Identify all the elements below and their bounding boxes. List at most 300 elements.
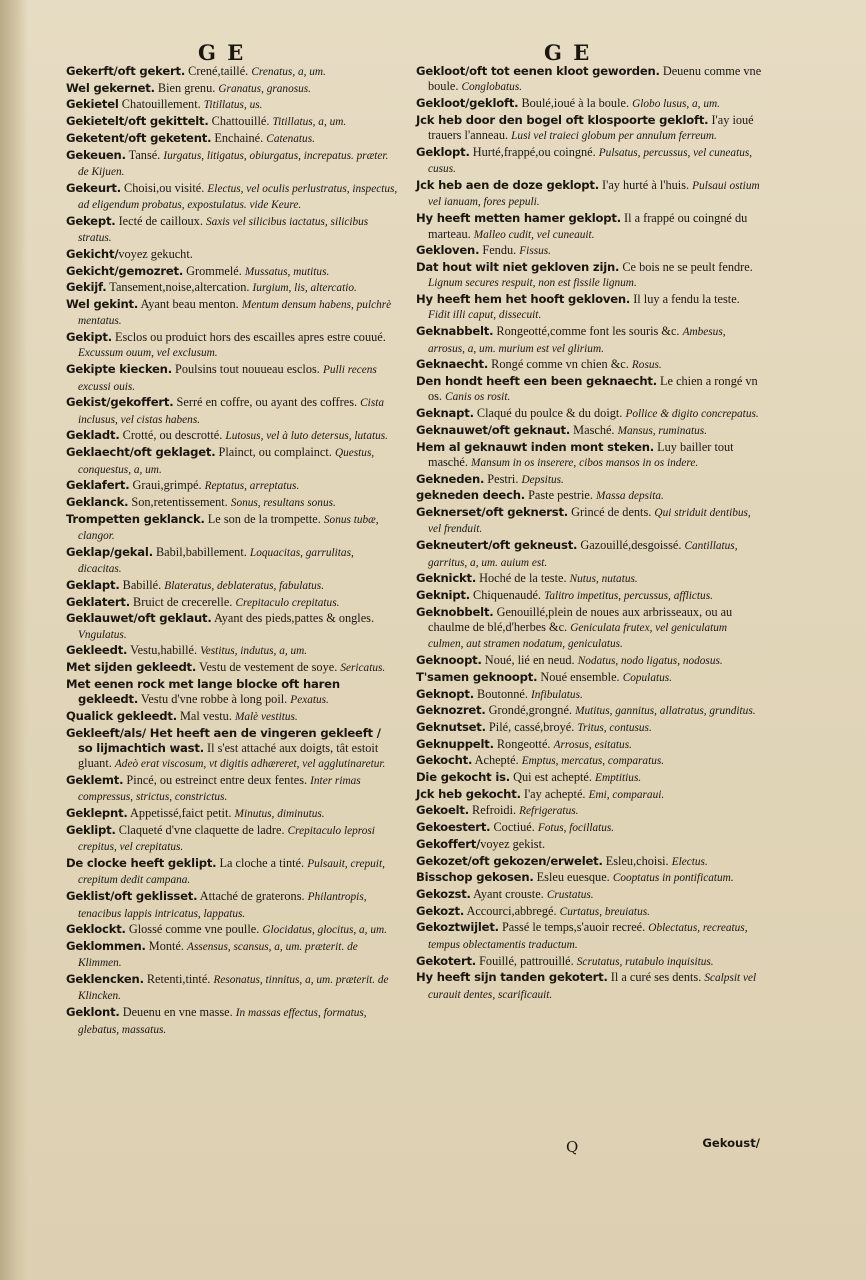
dictionary-entry [416, 920, 764, 953]
entry-french-gloss: Bien grenu. [154, 80, 219, 95]
entry-french-gloss: Paste pestrie. [525, 488, 597, 503]
dictionary-entry [416, 770, 764, 786]
entry-headword: Geklap/gekal. [66, 544, 153, 559]
dictionary-entry [416, 954, 764, 970]
entry-latin-gloss: Pexatus. [290, 694, 329, 707]
entry-headword: Gekept. [66, 213, 116, 228]
entry-headword: Gekist/gekoffert. [66, 395, 174, 410]
dictionary-entry [416, 887, 764, 903]
entry-headword: Geknuppelt. [416, 736, 494, 751]
entry-latin-gloss: Saxis vel silicibus iactatus, silicibus stratus. [78, 215, 369, 245]
dictionary-entry [66, 856, 398, 889]
running-head-right: G E [544, 40, 592, 65]
right-column [416, 64, 764, 1003]
entry-headword: Geklauwet/oft geklaut. [66, 611, 212, 626]
entry-latin-gloss: Glocidatus, glocitus, a, um. [262, 924, 387, 937]
entry-latin-gloss: Mutitus, gannitus, allatratus, grunditus. [575, 705, 756, 718]
entry-latin-gloss: Copulatus. [622, 671, 672, 684]
entry-latin-gloss: Minutus, diminutus. [234, 808, 325, 821]
entry-french-gloss: Poulsins tout nouueau esclos. [171, 362, 323, 377]
dictionary-entry [66, 330, 398, 362]
dictionary-entry [66, 611, 398, 643]
entry-french-gloss: Fouillé, pattrouillé. [476, 953, 577, 968]
entry-french-gloss: Mal vestu. [176, 708, 235, 723]
entry-french-gloss: Hoché de la teste. [476, 571, 570, 586]
entry-french-gloss: Coctiué. [490, 820, 538, 835]
dictionary-entry [416, 505, 764, 538]
entry-headword: Geknickt. [416, 571, 477, 586]
entry-latin-gloss: Curtatus, breuiatus. [559, 905, 650, 918]
entry-french-gloss: Serré en coffre, ou ayant des coffres. [173, 395, 361, 410]
entry-headword: gekneden deech. [416, 488, 525, 503]
entry-headword: Geklafert. [66, 478, 130, 493]
entry-french-gloss: Ce bois ne se peult fendre. [619, 259, 753, 274]
entry-french-gloss: Boutonné. [473, 686, 532, 701]
entry-french-gloss: Monté. [145, 938, 188, 953]
entry-headword: Geklaecht/oft geklaget. [66, 445, 216, 460]
entry-french-gloss: Choisi,ou visité. [120, 180, 208, 195]
entry-headword: Geklipt. [66, 822, 116, 837]
dictionary-entry [416, 406, 764, 422]
dictionary-entry [66, 280, 398, 296]
entry-latin-gloss: Blateratus, deblateratus, fabulatus. [164, 579, 325, 592]
entry-headword: Geknabbelt. [416, 324, 494, 339]
entry-headword: Geklockt. [66, 922, 126, 937]
dictionary-entry [416, 720, 764, 736]
entry-latin-gloss: Reptatus, arreptatus. [204, 480, 300, 493]
entry-french-gloss: Noué ensemble. [537, 669, 623, 684]
dictionary-entry [416, 324, 764, 357]
entry-french-gloss: Rongeotté. [493, 736, 554, 751]
entry-french-gloss: Fendu. [479, 243, 520, 258]
entry-french-gloss: Enchainé. [211, 130, 267, 145]
entry-latin-gloss: Mentum densum habens, pulchrè mentatus. [78, 298, 392, 328]
entry-headword: Geklanck. [66, 494, 129, 509]
entry-french-gloss: Grincé de dents. [568, 505, 655, 520]
entry-french-gloss: Crené,taillé. [185, 64, 252, 78]
entry-headword: Qualick gekleedt. [66, 708, 177, 723]
entry-french-gloss: Chattouillé. [208, 114, 273, 129]
dictionary-entry [66, 131, 398, 147]
entry-latin-gloss: Geniculata frutex, vel geniculatum culmen, aut stramen nodatum, geniculatus. [428, 622, 728, 651]
entry-french-gloss: Accourci,abbregé. [464, 903, 560, 918]
entry-latin-gloss: Emptitius. [595, 772, 642, 785]
entry-french-gloss: Babillé. [119, 577, 165, 592]
dictionary-entry [416, 904, 764, 920]
entry-headword: Gekoffert/ [416, 836, 481, 851]
entry-headword: Gekicht/ [66, 246, 119, 261]
dictionary-entry [66, 97, 398, 113]
entry-headword: Geklont. [66, 1005, 120, 1020]
entry-latin-gloss: Crepitaculo leprosi crepitus, vel crepitatus. [78, 824, 375, 854]
dictionary-entry [416, 538, 764, 571]
entry-headword: Gekicht/gemozret. [66, 263, 184, 278]
entry-latin-gloss: Cantillatus, garritus, a, um. auium est. [428, 540, 738, 569]
entry-french-gloss: Tansé. [125, 147, 164, 162]
entry-french-gloss: Pilé, cassé,broyé. [485, 719, 578, 734]
entry-latin-gloss: Questus, conquestus, a, um. [78, 447, 375, 476]
dictionary-entry [66, 578, 398, 594]
entry-latin-gloss: Ambesus, arrosus, a, um. murium est vel glirium. [428, 326, 726, 355]
entry-french-gloss: Grommelé. [183, 263, 245, 278]
dictionary-entry [66, 247, 398, 263]
entry-latin-gloss: Nodatus, nodo ligatus, nodosus. [577, 655, 723, 668]
entry-latin-gloss: Crustatus. [546, 889, 594, 901]
entry-latin-gloss: Pulli recens excussi ouis. [78, 364, 377, 393]
entry-headword: Hy heeft metten hamer geklopt. [416, 211, 621, 226]
dictionary-entry [416, 145, 764, 178]
entry-headword: Gekloot/oft tot eenen kloot geworden. [416, 64, 660, 78]
entry-latin-gloss: Electus, vel oculis perlustratus, inspectus, ad eligendum probatus, expostulatus. vide Keure. [78, 182, 398, 212]
entry-french-gloss: Ayant crouste. [470, 887, 547, 901]
entry-french-gloss: Achepté. [472, 753, 522, 768]
dictionary-entry [66, 823, 398, 856]
entry-headword: Geknopt. [416, 686, 474, 701]
entry-headword: Geknapt. [416, 406, 474, 421]
entry-french-gloss: Le son de la trompette. [204, 511, 324, 526]
dictionary-entry [66, 939, 398, 972]
entry-french-gloss: Claqueté d'vne claquette de ladre. [115, 822, 288, 837]
entry-french-gloss: Il a frappé ou coingné du marteau. [428, 211, 748, 241]
entry-french-gloss: Vestu de vestement de soye. [196, 660, 341, 675]
entry-headword: Gekeurt. [66, 180, 121, 195]
running-head-left: G E [198, 40, 246, 65]
entry-latin-gloss: Granatus, granosus. [218, 82, 311, 95]
entry-latin-gloss: Resonatus, tinnitus, a, um. præterit. de Klincken. [78, 974, 389, 1003]
dictionary-entry [416, 653, 764, 669]
entry-french-gloss: voyez gekist. [480, 836, 546, 851]
entry-latin-gloss: Loquacitas, garrulitas, dicacitas. [78, 546, 354, 576]
entry-french-gloss: voyez gekucht. [118, 246, 193, 261]
entry-latin-gloss: Assensus, scansus, a, um. præterit. de Klimmen. [78, 940, 358, 970]
dictionary-entry [416, 211, 764, 243]
entry-latin-gloss: Tritus, contusus. [577, 721, 652, 734]
left-column [66, 64, 398, 1038]
entry-headword: Gekoztwijlet. [416, 920, 499, 935]
entry-latin-gloss: Canis os rosit. [445, 391, 511, 404]
entry-latin-gloss: Titillatus, a, um. [272, 116, 347, 129]
entry-headword: Bisschop gekosen. [416, 870, 534, 885]
entry-french-gloss: Le chien a rongé vn os. [428, 373, 758, 404]
entry-headword: Geknaecht. [416, 357, 489, 372]
entry-french-gloss: Ayant beau menton. [138, 296, 242, 311]
entry-latin-gloss: Adeò erat viscosum, vt digitis adhæreret, vel agglutinaretur. [114, 758, 386, 771]
entry-headword: Gekleedt. [66, 643, 128, 658]
dictionary-entry [416, 292, 764, 324]
entry-headword: Hy heeft sijn tanden gekotert. [416, 970, 608, 985]
entry-latin-gloss: Sonus tubæ, clangor. [78, 513, 379, 543]
entry-latin-gloss: Talitro impetitus, percussus, afflictus. [544, 589, 713, 602]
dictionary-entry [66, 972, 398, 1005]
entry-latin-gloss: Fissus. [519, 245, 551, 258]
entry-latin-gloss: Pulsauit, crepuit, crepitum dedit campana. [78, 858, 385, 887]
dictionary-entry [66, 545, 398, 578]
entry-french-gloss: Luy bailler tout masché. [428, 439, 734, 469]
dictionary-entry [66, 643, 398, 659]
dictionary-entry [416, 670, 764, 686]
dictionary-entry [66, 148, 398, 181]
entry-latin-gloss: Qui striduit dentibus, vel frenduit. [428, 507, 751, 536]
entry-french-gloss: Esleu,choisi. [602, 853, 672, 868]
catchword: Gekoust/ [702, 1136, 760, 1150]
dictionary-entry [66, 181, 398, 214]
entry-latin-gloss: Refrigeratus. [519, 805, 579, 818]
entry-french-gloss: I'ay hurté à l'huis. [598, 178, 693, 193]
entry-latin-gloss: Iurgium, lis, altercatio. [252, 282, 357, 295]
entry-headword: Geknerset/oft geknerst. [416, 505, 569, 520]
dictionary-entry [66, 806, 398, 822]
entry-headword: Wel gekernet. [66, 80, 155, 95]
entry-headword: Hy heeft hem het hooft gekloven. [416, 292, 631, 307]
entry-french-gloss: Chiquenaudé. [469, 587, 545, 602]
dictionary-entry [416, 820, 764, 836]
entry-french-gloss: Qui est achepté. [510, 770, 596, 785]
entry-headword: Gekladt. [66, 428, 120, 443]
entry-french-gloss: Esclos ou produict hors des escailles apres estre couué. [111, 330, 386, 345]
signature-mark: Q [566, 1138, 579, 1156]
entry-french-gloss: Refroidi. [468, 803, 520, 818]
entry-headword: Gekloot/gekloft. [416, 96, 519, 111]
entry-french-gloss: Claqué du poulce & du doigt. [473, 406, 626, 421]
entry-headword: Gekietelt/oft gekittelt. [66, 114, 209, 129]
entry-headword: Hem al geknauwt inden mont steken. [416, 439, 654, 454]
entry-latin-gloss: Iurgatus, litigatus, obiurgatus, increpatus. præter. de Kijuen. [78, 149, 389, 178]
entry-french-gloss: Attaché de graterons. [197, 889, 308, 904]
entry-latin-gloss: Conglobatus. [461, 81, 523, 94]
entry-french-gloss: I'ay achepté. [520, 786, 589, 801]
entry-latin-gloss: Emi, comparaui. [588, 788, 665, 801]
entry-headword: Geknipt. [416, 587, 470, 602]
entry-headword: Dat hout wilt niet gekloven zijn. [416, 259, 620, 274]
dictionary-entry [416, 703, 764, 719]
entry-headword: Gekozet/oft gekozen/erwelet. [416, 853, 603, 868]
entry-headword: Geklemt. [66, 773, 124, 788]
entry-latin-gloss: In massas effectus, formatus, glebatus, massatus. [78, 1007, 367, 1036]
entry-french-gloss: Son,retentissement. [128, 494, 231, 509]
dictionary-entry [66, 595, 398, 611]
entry-latin-gloss: Oblectatus, recreatus, tempus oblectamentis traductum. [428, 922, 748, 951]
dictionary-entry [66, 264, 398, 280]
dictionary-entry [66, 114, 398, 130]
dictionary-entry [66, 362, 398, 395]
entry-latin-gloss: Malleo cudit, vel cuneauit. [473, 228, 595, 241]
entry-french-gloss: Il luy a fendu la teste. [630, 292, 740, 307]
entry-headword: Geknobbelt. [416, 604, 494, 619]
entry-headword: Geklencken. [66, 972, 144, 987]
dictionary-entry [66, 81, 398, 97]
dictionary-entry [66, 773, 398, 806]
entry-latin-gloss: Mansum in os inserere, cibos mansos in os indere. [471, 456, 699, 469]
dictionary-entry [416, 488, 764, 504]
entry-latin-gloss: Cista inclusus, vel cistas habens. [78, 397, 384, 426]
entry-french-gloss: Appetissé,faict petit. [127, 806, 235, 821]
dictionary-entry [66, 922, 398, 938]
dictionary-entry [66, 1005, 398, 1038]
entry-latin-gloss: Sonus, resultans sonus. [230, 496, 336, 509]
entry-latin-gloss: Lusi vel traieci globum per annulum ferreum. [511, 130, 717, 143]
entry-french-gloss: Deuenu comme vne boule. [428, 64, 762, 94]
entry-french-gloss: Rongé comme vn chien &c. [488, 357, 632, 372]
entry-headword: Die gekocht is. [416, 770, 511, 785]
entry-french-gloss: Graui,grimpé. [129, 478, 205, 493]
dictionary-entry [66, 660, 398, 676]
entry-latin-gloss: Fotus, focillatus. [537, 822, 615, 835]
entry-headword: Jck heb gekocht. [416, 786, 521, 801]
entry-french-gloss: Rongeotté,comme font les souris &c. [493, 324, 683, 339]
entry-latin-gloss: Rosus. [631, 359, 662, 372]
dictionary-entry [66, 445, 398, 478]
dictionary-entry [416, 870, 764, 886]
entry-latin-gloss: Titillatus, us. [203, 99, 263, 112]
dictionary-entry [66, 709, 398, 725]
entry-headword: Gekloven. [416, 243, 480, 258]
entry-headword: De clocke heeft geklipt. [66, 856, 217, 870]
entry-french-gloss: Crotté, ou descrotté. [119, 428, 226, 443]
entry-latin-gloss: Malè vestitus. [234, 710, 298, 723]
dictionary-entry [416, 374, 764, 406]
entry-headword: Geklapt. [66, 577, 120, 592]
entry-headword: Geklepnt. [66, 806, 128, 821]
entry-headword: Gekoestert. [416, 820, 491, 835]
entry-french-gloss: Glossé comme vne poulle. [125, 922, 263, 937]
entry-french-gloss: Passé le temps,s'auoir recreé. [498, 920, 649, 935]
entry-headword: Geknauwet/oft geknaut. [416, 422, 571, 437]
entry-headword: Gekotert. [416, 953, 477, 968]
entry-headword: Trompetten geklanck. [66, 511, 205, 526]
entry-latin-gloss: Vestitus, indutus, a, um. [200, 645, 308, 658]
dictionary-entry [416, 605, 764, 653]
entry-french-gloss: Vestu,habillé. [127, 643, 201, 658]
entry-french-gloss: I'ay ioué trauers l'anneau. [428, 112, 754, 143]
dictionary-entry [416, 243, 764, 259]
entry-headword: Geklatert. [66, 594, 130, 609]
entry-headword: Geknoopt. [416, 653, 482, 668]
entry-latin-gloss: Globo lusus, a, um. [632, 98, 720, 111]
entry-headword: Gekneden. [416, 471, 485, 486]
entry-headword: Gekoelt. [416, 803, 469, 818]
entry-french-gloss: Pestri. [484, 471, 522, 486]
entry-headword: Geknozret. [416, 703, 486, 718]
entry-headword: Gekeuen. [66, 147, 126, 162]
entry-french-gloss: Boulé,ioué à la boule. [518, 96, 633, 111]
entry-latin-gloss: Fidit illi caput, dissecuit. [428, 309, 542, 322]
entry-headword: Gekipte kiecken. [66, 362, 172, 377]
dictionary-entry [416, 113, 764, 145]
dictionary-entry [416, 837, 764, 853]
dictionary-entry [66, 677, 398, 709]
page-gutter-shadow [0, 0, 28, 1280]
entry-headword: Geketent/oft geketent. [66, 130, 212, 145]
entry-latin-gloss: Philantropis, tenacibus lappis intricatus, lappatus. [78, 891, 367, 920]
entry-latin-gloss: Vngulatus. [78, 628, 127, 641]
entry-french-gloss: Plainct, ou complainct. [215, 445, 335, 460]
dictionary-entry [66, 478, 398, 494]
entry-latin-gloss: Electus. [671, 855, 708, 868]
entry-french-gloss: Deuenu en vne masse. [119, 1005, 236, 1020]
dictionary-entry [416, 472, 764, 488]
entry-headword: Gekerft/oft gekert. [66, 64, 186, 78]
entry-headword: Wel gekint. [66, 296, 139, 311]
entry-french-gloss: Retenti,tinté. [143, 972, 214, 987]
entry-french-gloss: Genouillé,plein de noues aux arbrisseaux, ou au chaulme de blé,d'herbes &c. [428, 604, 733, 635]
entry-latin-gloss: Mansus, ruminatus. [617, 424, 708, 437]
dictionary-entry [416, 753, 764, 769]
entry-headword: Den hondt heeft een been geknaecht. [416, 373, 657, 388]
entry-headword: Gekozt. [416, 903, 465, 918]
entry-latin-gloss: Arrosus, esitatus. [553, 738, 632, 751]
entry-french-gloss: Chatouillement. [118, 97, 204, 112]
entry-french-gloss: Iecté de cailloux. [115, 213, 206, 228]
entry-french-gloss: Bruict de crecerelle. [129, 594, 236, 609]
dictionary-entry [66, 726, 398, 773]
dictionary-entry [416, 803, 764, 819]
entry-french-gloss: Vestu d'vne robbe à long poil. [138, 692, 291, 707]
entry-latin-gloss: Scalpsit vel curauit dentes, scarificauit. [428, 972, 757, 1001]
entry-latin-gloss: Pulsatus, percussus, vel cuneatus, cusus. [428, 146, 753, 176]
entry-headword: Jck heb aen de doze geklopt. [416, 178, 599, 193]
entry-latin-gloss: Emptus, mercatus, comparatus. [521, 755, 665, 768]
entry-headword: Geklopt. [416, 144, 470, 159]
dictionary-entry [416, 687, 764, 703]
dictionary-entry [416, 260, 764, 292]
dictionary-entry [416, 854, 764, 870]
entry-headword: Met sijden gekleedt. [66, 660, 197, 675]
dictionary-entry [416, 737, 764, 753]
dictionary-entry [416, 357, 764, 373]
entry-french-gloss: Tansement,noise,altercation. [106, 280, 253, 295]
entry-latin-gloss: Lutosus, vel à luto detersus, lutatus. [225, 430, 388, 443]
entry-headword: Gekneutert/oft gekneust. [416, 538, 578, 553]
entry-headword: Gekipt. [66, 330, 112, 345]
dictionary-entry [416, 588, 764, 604]
entry-latin-gloss: Lignum secures respuit, non est fissile lignum. [428, 277, 637, 290]
entry-french-gloss: Grondé,grongné. [485, 703, 576, 718]
entry-french-gloss: Noué, lié en neud. [481, 653, 578, 668]
entry-latin-gloss: Crenatus, a, um. [251, 66, 326, 78]
entry-latin-gloss: Massa depsita. [596, 490, 664, 503]
entry-latin-gloss: Sericatus. [340, 662, 386, 675]
dictionary-entry [416, 96, 764, 112]
dictionary-entry [416, 970, 764, 1003]
entry-french-gloss: Gazouillé,desgoissé. [577, 538, 685, 553]
entry-french-gloss: Il s'est attaché aux doigts, tât estoit gluant. [78, 740, 379, 771]
entry-latin-gloss: Scrutatus, rutabulo inquisitus. [576, 955, 714, 968]
dictionary-entry [66, 214, 398, 247]
entry-french-gloss: Ayant des pieds,pattes & ongles. [211, 611, 375, 626]
entry-latin-gloss: Infibulatus. [531, 688, 583, 701]
dictionary-entry [66, 495, 398, 511]
entry-latin-gloss: Pulsaui ostium vel ianuam, fores pepuli. [428, 180, 760, 209]
dictionary-entry [66, 395, 398, 428]
entry-latin-gloss: Nutus, nutatus. [569, 573, 638, 586]
entry-french-gloss: Hurté,frappé,ou coingné. [469, 144, 599, 159]
entry-headword: Jck heb door den bogel oft klospoorte gekloft. [416, 112, 709, 127]
entry-latin-gloss: Mussatus, mutitus. [244, 265, 330, 278]
entry-headword: T'samen geknoopt. [416, 669, 538, 684]
entry-latin-gloss: Inter rimas compressus, strictus, constrictus. [78, 775, 361, 804]
entry-french-gloss: Esleu euesque. [533, 870, 613, 885]
entry-french-gloss: Babil,babillement. [152, 544, 250, 559]
dictionary-entry [66, 512, 398, 545]
dictionary-entry [416, 787, 764, 803]
entry-headword: Gekocht. [416, 753, 473, 768]
entry-french-gloss: Masché. [570, 422, 618, 437]
entry-headword: Geklist/oft geklisset. [66, 889, 198, 904]
entry-headword: Geklommen. [66, 938, 146, 953]
entry-latin-gloss: Catenatus. [266, 132, 315, 145]
entry-latin-gloss: Crepitaculo crepitatus. [235, 596, 340, 609]
entry-french-gloss: Pincé, ou estreinct entre deux fentes. [123, 773, 311, 788]
